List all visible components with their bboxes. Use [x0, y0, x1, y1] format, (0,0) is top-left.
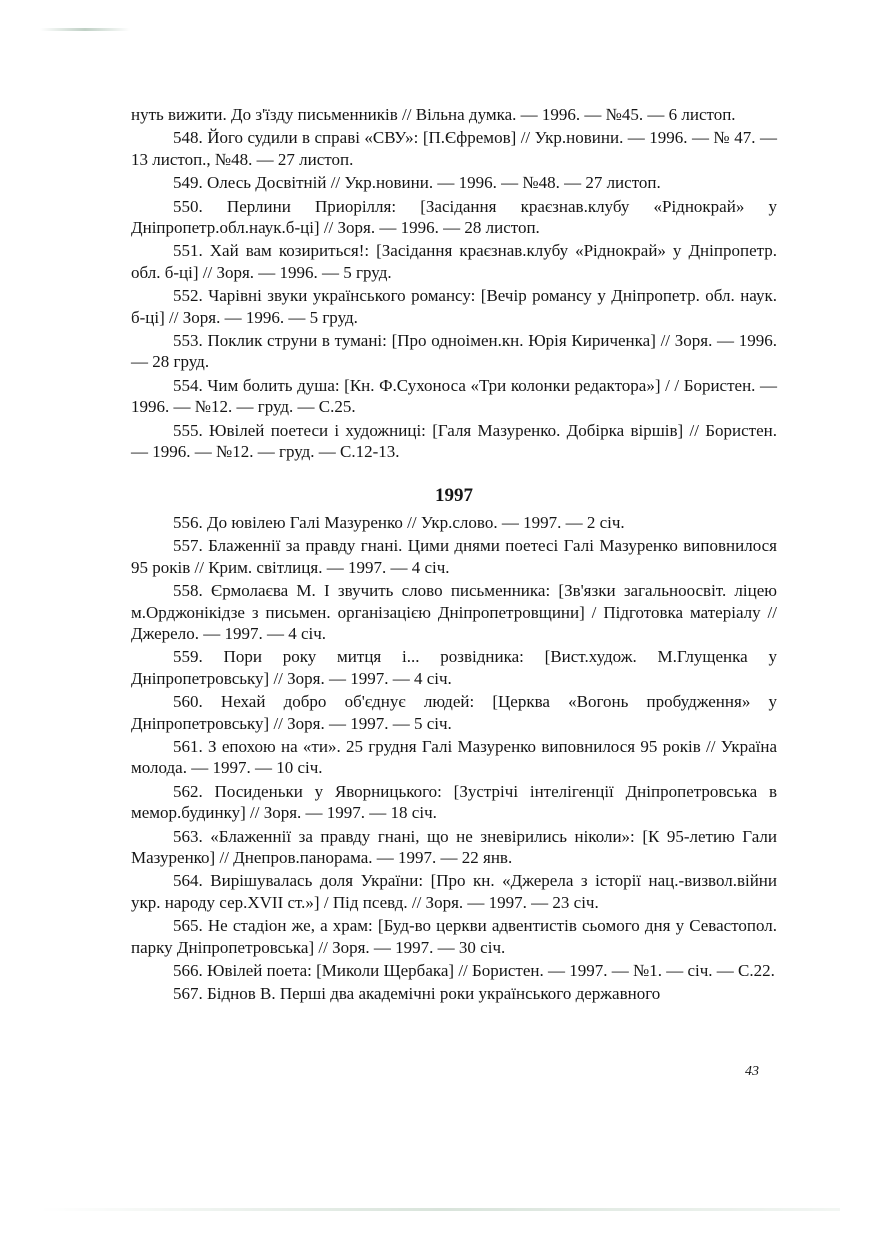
entry-551: 551. Хай вам козириться!: [Засідання краєзнав.клубу «Ріднокрай» у Дніпропетр. обл. б-ці] // Зоря. — 1996. — 5 груд. — [131, 241, 777, 282]
entry-561: 561. З епохою на «ти». 25 грудня Галі Мазуренко виповнилося 95 років // Україна молода. — 1997. — 10 січ. — [131, 736, 777, 778]
scan-edge-mark-top — [40, 28, 130, 31]
entry-554: 554. Чим болить душа: [Кн. Ф.Сухоноса «Три колонки редактора»] / / Бористен. — 1996. — №12. — груд. — С.25. — [131, 375, 777, 417]
entry-567: 567. Біднов В. Перші два академічні роки українського державного — [173, 984, 661, 1004]
year-heading: 1997 — [435, 484, 473, 506]
entry-558: 558. Єрмолаєва М. І звучить слово письменника: [Зв'язки загальноосвіт. ліцею м.Орджонікідзе з письмен. організацією Дніпропетровщини] / Підготовка матеріалу // Джерело. — 1997. — 4 січ. — [131, 581, 777, 643]
entry-548: 548. Його судили в справі «СВУ»: [П.Єфремов] // Укр.новини. — 1996. — № 47. — 13 листоп., №48. — 27 листоп. — [131, 128, 777, 169]
entry-552: 552. Чарівні звуки українського романсу: [Вечір романсу у Дніпропетр. обл. наук. б-ці] // Зоря. — 1996. — 5 груд. — [131, 286, 777, 327]
bibliography-page — [131, 104, 777, 1007]
entry-565: 565. Не стадіон же, а храм: [Буд-во церкви адвентистів сьомого дня у Севастопол. парку Дніпропетровська] // Зоря. — 1997. — 30 січ. — [131, 916, 777, 957]
entry-550: 550. Перлини Приорілля: [Засідання краєзнав.клубу «Ріднокрай» у Дніпропетр.обл.наук.б-ці] // Зоря. — 1996. — 28 листоп. — [131, 196, 777, 238]
entry-555: 555. Ювілей поетеси і художниці: [Галя Мазуренко. Добірка віршів] // Бористен. — 1996. — №12. — груд. — С.12-13. — [131, 420, 777, 462]
entry-556: 556. До ювілею Галі Мазуренко // Укр.слово. — 1997. — 2 січ. — [173, 512, 625, 532]
entry-continued: нуть вижити. До з'їзду письменників // Вільна думка. — 1996. — №45. — 6 листоп. — [131, 105, 736, 124]
entry-557: 557. Блаженнії за правду гнані. Цими днями поетесі Галі Мазуренко виповнилося 95 років // Крим. світлиця. — 1997. — 4 січ. — [131, 536, 777, 577]
page-number: 43 — [745, 1064, 759, 1079]
entry-564: 564. Вирішувалась доля України: [Про кн. «Джерела з історії нац.-визвол.війни укр. народу сер.XVII ст.»] / Під псевд. // Зоря. — 1997. — 23 січ. — [131, 871, 777, 912]
entry-560: 560. Нехай добро об'єднує людей: [Церква «Вогонь пробудження» у Дніпропетровську] // Зоря. — 1997. — 5 січ. — [131, 692, 777, 733]
entry-559: 559. Пори року митця і... розвідника: [Вист.худож. М.Глущенка у Дніпропетровську] // Зоря. — 1997. — 4 січ. — [131, 647, 777, 688]
scan-edge-mark-bottom — [40, 1208, 840, 1211]
entry-553: 553. Поклик струни в тумані: [Про одноімен.кн. Юрія Кириченка] // Зоря. — 1996. — 28 груд. — [131, 331, 777, 372]
entry-563: 563. «Блаженнії за правду гнані, що не зневірились ніколи»: [К 95-летию Гали Мазуренко] // Днепров.панорама. — 1997. — 22 янв. — [131, 826, 777, 867]
entry-562: 562. Посиденьки у Яворницького: [Зустрічі інтелігенції Дніпропетровська в мемор.будинку] // Зоря. — 1997. — 18 січ. — [131, 781, 777, 823]
entry-566: 566. Ювілей поета: [Миколи Щербака] // Бористен. — 1997. — №1. — січ. — С.22. — [173, 961, 775, 981]
entry-549: 549. Олесь Досвітній // Укр.новини. — 1996. — №48. — 27 листоп. — [173, 173, 661, 193]
